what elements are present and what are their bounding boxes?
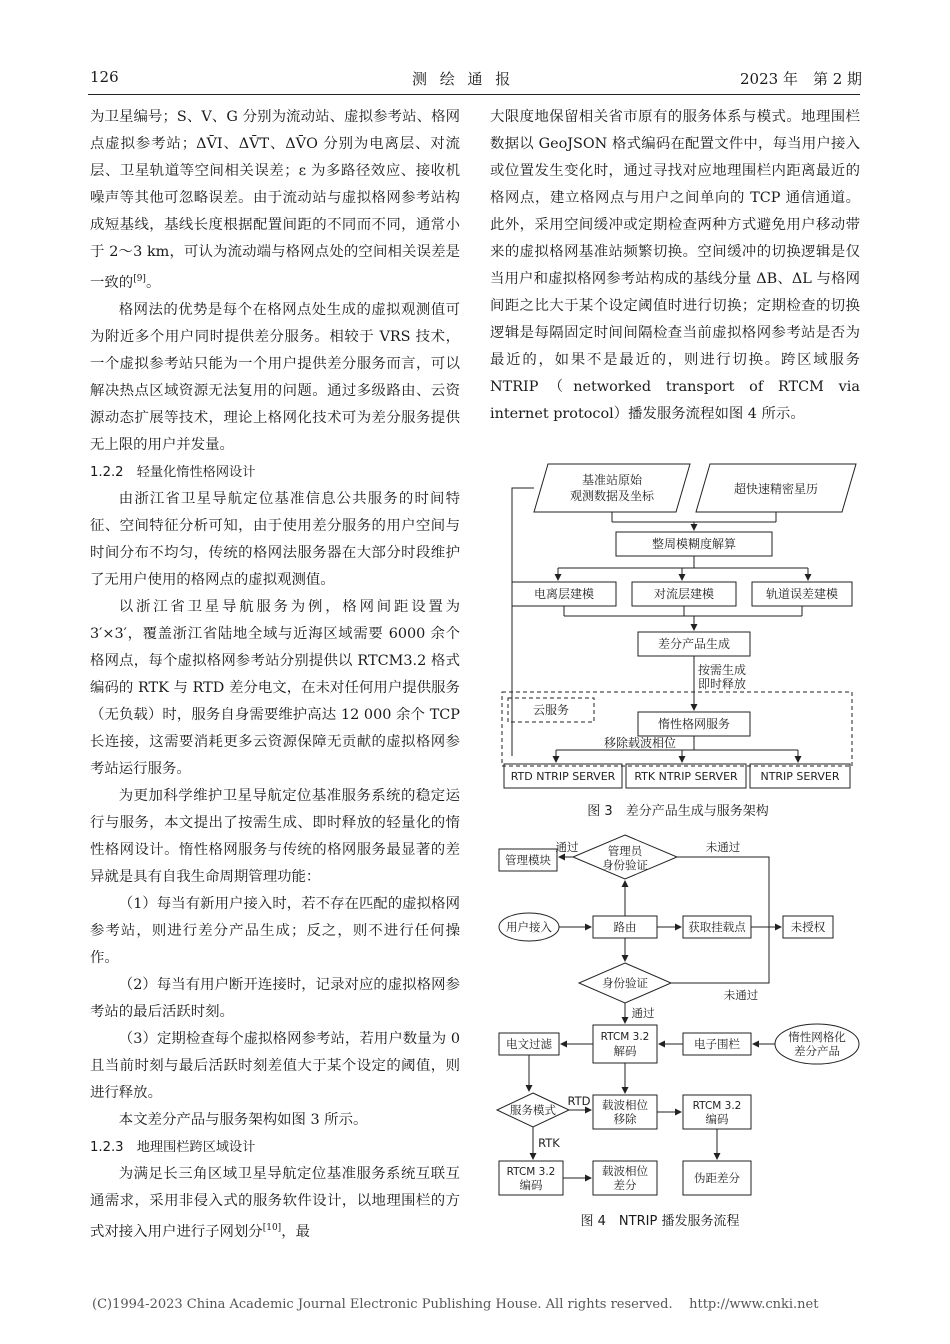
left-column-paragraph: 本文差分产品与服务架构如图 3 所示。 (118, 1111, 368, 1128)
fig4-auth: 身份验证 (602, 976, 648, 990)
left-column-paragraph: 1.2.2 轻量化惰性格网设计 (90, 464, 256, 480)
fig3-diff-product: 差分产品生成 (657, 637, 731, 651)
fig3-ephemeris: 超快速精密星历 (733, 482, 819, 496)
right-column (490, 104, 860, 428)
fig3-ambiguity: 整周模糊度解算 (651, 537, 737, 551)
fig4-admin-auth-l1: 管理员 (607, 844, 643, 858)
fig4-rtcm-encode-1-l1: RTCM 3.2 (692, 1100, 742, 1112)
fig3-rtk-server: RTK NTRIP SERVER (634, 770, 738, 783)
fig4-lazy-product-l1: 惰性网格化 (788, 1030, 846, 1044)
raw-data-box (534, 464, 690, 512)
left-column-paragraph: （1）每当有新用户接入时，若不存在匹配的虚拟格网参考站，则进行差分产品生成；反之，则不进行任何操作。 (90, 895, 460, 966)
fig3-raw-data-l2: 观测数据及坐标 (569, 489, 655, 503)
left-column-paragraph: 为更加科学维护卫星导航定位基准服务系统的稳定运行与服务，本文提出了按需生成、即时释放的轻量化的惰性格网设计。惰性格网服务与传统的格网服务最显著的差异就是具有自我生命周期管理功能： (90, 787, 460, 885)
left-column-paragraph: 由浙江省卫星导航定位基准信息公共服务的时间特征、空间特征分析可知，由于使用差分服务的用户空间与时间分布不均匀，传统的格网法服务器在大部分时段维护了无用户使用的格网点的虚拟观测值。 (90, 490, 460, 588)
fig4-lazy-product-l2: 差分产品 (794, 1044, 840, 1058)
fig3-on-demand-l2: 即时释放 (697, 677, 747, 691)
copyright-footer: (C)1994-2023 China Academic Journal Electronic Publishing House. All rights reserved. http://www.cnki.net (92, 1297, 819, 1312)
fig3-lazy-grid: 惰性格网服务 (657, 717, 731, 731)
fig3-ntrip-server: NTRIP SERVER (760, 770, 840, 783)
fig4-admin-auth-l2: 身份验证 (602, 858, 648, 872)
fig4-geofence: 电子围栏 (694, 1037, 740, 1051)
left-column-paragraph: 1.2.3 地理围栏跨区域设计 (90, 1139, 256, 1155)
fig4-rtk: RTK (538, 1136, 560, 1150)
left-column-paragraph: 以浙江省卫星导航服务为例，格网间距设置为 3′×3′，覆盖浙江省陆地全域与近海区域需要 6000 余个格网点，每个虚拟格网参考站分别提供以 RTCM3.2 格式编码的 RTK 与 RTD 差分电文，在未对任何用户提供服务（无负载）时，服务自身需要维护高达 12 000 余个 TCP 长连接，这需要消耗更多云资源保障无贡献的虚拟格网参考站运行服务。 (90, 598, 460, 777)
fig4-rtcm-decode-l1: RTCM 3.2 (600, 1031, 650, 1043)
fig4-rtcm-decode-l2: 解码 (613, 1044, 637, 1058)
fig3-tropo: 对流层建模 (653, 587, 715, 601)
journal-name: 测 绘 通 报 (412, 70, 515, 88)
header-rule (88, 94, 860, 95)
left-column-paragraph: 为满足长三角区域卫星导航定位基准服务系统互联互通需求，采用非侵入式的服务软件设计，以地理围栏的方式对接入用户进行子网划分[10]，最 (90, 1165, 460, 1240)
fig4-user-access: 用户接入 (506, 920, 552, 934)
fig3-remove-carrier: 移除载波相位 (603, 736, 677, 750)
figure-4-caption: 图 4 NTRIP 播发服务流程 (580, 1214, 740, 1229)
fig4-pass-bottom: 通过 (631, 1006, 655, 1020)
right-column-paragraph: 大限度地保留相关省市原有的服务体系与模式。地理围栏数据以 GeoJSON 格式编码在配置文件中，每当用户接入或位置发生变化时，通过寻找对应地理围栏内距离最近的格网点，建立格网点与用户之间单向的 TCP 通信通道。此外，采用空间缓冲或定期检查两种方式避免用户移动带来的虚拟格网基准站频繁切换。空间缓冲的切换逻辑是仅当用户和虚拟格网参考站构成的基线分量 ΔB、ΔL 与格网间距之比大于某个设定阈值时进行切换；定期检查的切换逻辑是每隔固定时间间隔检查当前虚拟格网参考站是否为最近的，如果不是最近的，则进行切换。跨区域服务 NTRIP（networked transport of RTCM via internet protocol）播发服务流程如图 4 所示。 (490, 109, 860, 422)
fig3-iono: 电离层建模 (533, 587, 595, 601)
figure-4-diagram (495, 833, 865, 1205)
fig3-on-demand-l1: 按需生成 (697, 663, 747, 677)
fig3-cloud: 云服务 (532, 703, 570, 717)
fig4-get-mount: 获取挂载点 (688, 920, 746, 934)
left-column-paragraph: 格网法的优势是每个在格网点处生成的虚拟观测值可为附近多个用户同时提供差分服务。相较于 VRS 技术，一个虚拟参考站只能为一个用户提供差分服务而言，可以解决热点区域资源无法复用的问题。通过多级路由、云资源动态扩展等技术，理论上格网化技术可为差分服务提供无上限的用户并发量。 (90, 301, 460, 453)
fig4-carrier-diff-l1: 载波相位 (602, 1164, 648, 1178)
fig4-not-pass-top: 未通过 (705, 840, 741, 854)
page-number: 126 (90, 68, 119, 86)
fig3-raw-data-l1: 基准站原始 (581, 473, 643, 487)
fig3-rtd-server: RTD NTRIP SERVER (510, 770, 616, 783)
fig4-rtcm-encode-2-l1: RTCM 3.2 (506, 1166, 556, 1178)
figure-3-diagram (498, 460, 858, 796)
figure-3-caption: 图 3 差分产品生成与服务架构 (587, 804, 769, 819)
fig4-rtd: RTD (567, 1094, 591, 1108)
fig4-service-mode: 服务模式 (510, 1103, 556, 1117)
fig4-unauthorized: 未授权 (790, 920, 826, 934)
left-column-paragraph: （3）定期检查每个虚拟格网参考站，若用户数量为 0 且当前时刻与最后活跃时刻差值大于某个设定的阈值，则进行释放。 (90, 1030, 460, 1101)
fig4-pseudo-diff: 伪距差分 (694, 1171, 740, 1185)
fig4-routing: 路由 (613, 920, 637, 934)
fig4-carrier-diff-l2: 差分 (613, 1178, 637, 1192)
fig4-mgmt-module: 管理模块 (505, 853, 551, 867)
fig4-not-pass-bottom: 未通过 (723, 988, 759, 1002)
fig4-pass-top: 通过 (555, 840, 579, 854)
issue-label: 2023 年 第 2 期 (740, 70, 863, 88)
fig4-rtcm-encode-1-l2: 编码 (705, 1112, 729, 1126)
left-column (90, 104, 460, 1246)
left-column-paragraph: （2）每当有用户断开连接时，记录对应的虚拟格网参考站的最后活跃时刻。 (90, 976, 460, 1020)
fig4-msg-filter: 电文过滤 (506, 1037, 552, 1051)
fig3-orbit: 轨道误差建模 (765, 587, 839, 601)
fig4-carrier-removal-l1: 载波相位 (602, 1098, 648, 1112)
fig4-carrier-removal-l2: 移除 (613, 1112, 637, 1126)
fig4-rtcm-encode-2-l2: 编码 (519, 1178, 543, 1192)
left-column-paragraph: 为卫星编号；S、V、G 分别为流动站、虚拟参考站、格网点虚拟参考站；ΔV̄I、ΔV̄T、ΔV̄O 分别为电离层、对流层、卫星轨道等空间相关误差；ε 为多路径效应、接收机噪声等其他可忽略误差。由于流动站与虚拟格网参考站构成短基线，基线长度根据配置间距的不同而不同，通常小于 2～3 km，可认为流动端与格网点处的空间相关误差是一致的[9]。 (90, 109, 460, 291)
